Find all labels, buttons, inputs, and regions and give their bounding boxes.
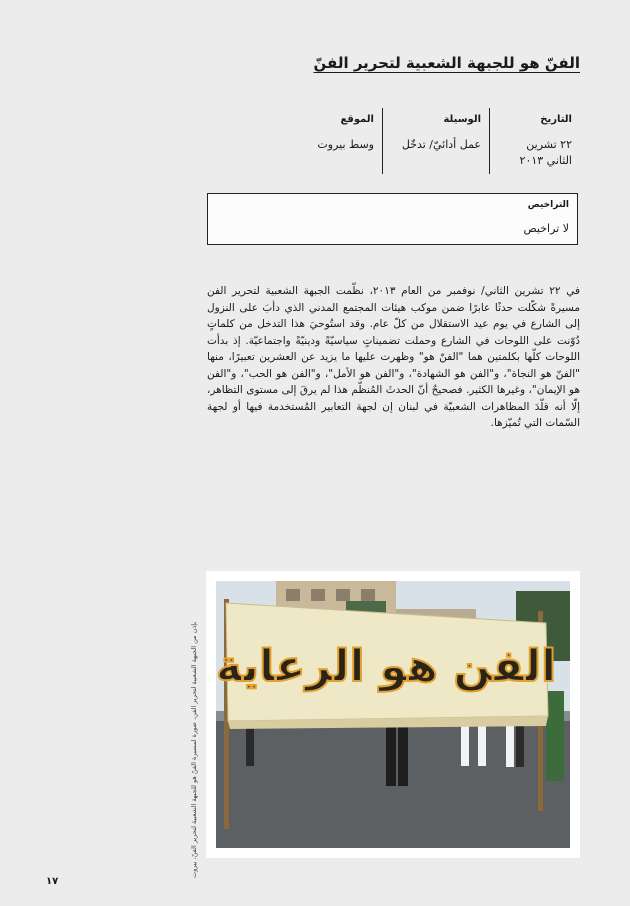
location-column — [284, 108, 383, 174]
metadata-table — [250, 108, 580, 174]
photo-caption-text: بإذن من الجبهة الشعبية لتحرير الفن، صورة لمسيرة الفنّ هو للجبهة الشعبية لتحرير الفنّ، بيروت — [190, 621, 198, 878]
photo-caption — [188, 621, 200, 878]
permits-label: التراخيص — [527, 200, 569, 210]
body-paragraph: في ٢٢ تشرين الثاني/ نوفمبر من العام ٢٠١٣، نظّمت الجبهة الشعبية لتحرير الفن مسيرةً شكّلت حدثًا عابرًا ضمن موكب هيئات المجتمع المدني الذي دأبَ على النزول إلى الشارع في يوم عيد الاستقلال من كلّ عام. وقد استُوحيَ هذا التدخل من كلماتٍ دُوّنت على اللوحات في الشارع وحملت تضميناتٍ سياسيّةً ودينيّةً واجتماعيّة. إذ بدأت اللوحات كلّها بكلمتين هما "الفنّ هو" وظهرت عليها ما يزيد عن العشرين تعبيرًا، منها "الفنّ هو النجاة"، و"الفن هو الشهادة"، و"الفن هو الأمل"، و"الفن هو الحب"، و"الفن هو الإيمان"، وغيرها الكثير. فصحيحٌ أنّ الحدثَ المُنظّم هذا لم يرقَ إلى مستوى التظاهر، إلّا أنه قلّدَ المظاهرات الشعبيّة في لبنان إن لجهة التعابير المُستخدمة فيها أو لجهة السّمات التي تُميّزها. — [207, 285, 580, 429]
location-label: الموقع — [340, 114, 374, 125]
photo-frame — [206, 571, 580, 858]
medium-value: عمل أدائيّ/ تدخّل — [401, 138, 481, 151]
medium-label: الوسيلة — [443, 114, 481, 125]
location-value: وسط بيروت — [317, 138, 374, 151]
photo-illustration — [216, 581, 570, 848]
page-title: الفنّ هو للجبهة الشعبية لتحرير الفنّ — [313, 54, 580, 72]
permits-value: لا تراخيص — [523, 222, 569, 235]
date-value: ٢٢ تشرين الثاني ٢٠١٣ — [519, 138, 572, 167]
banner-text: الفن هو الرعاية — [216, 641, 557, 692]
date-column — [490, 108, 580, 174]
permits-box — [207, 193, 578, 245]
protest-photo — [216, 581, 570, 848]
date-label: التاريخ — [540, 114, 572, 125]
page-number: ١٧ — [46, 876, 59, 887]
medium-column — [383, 108, 490, 174]
